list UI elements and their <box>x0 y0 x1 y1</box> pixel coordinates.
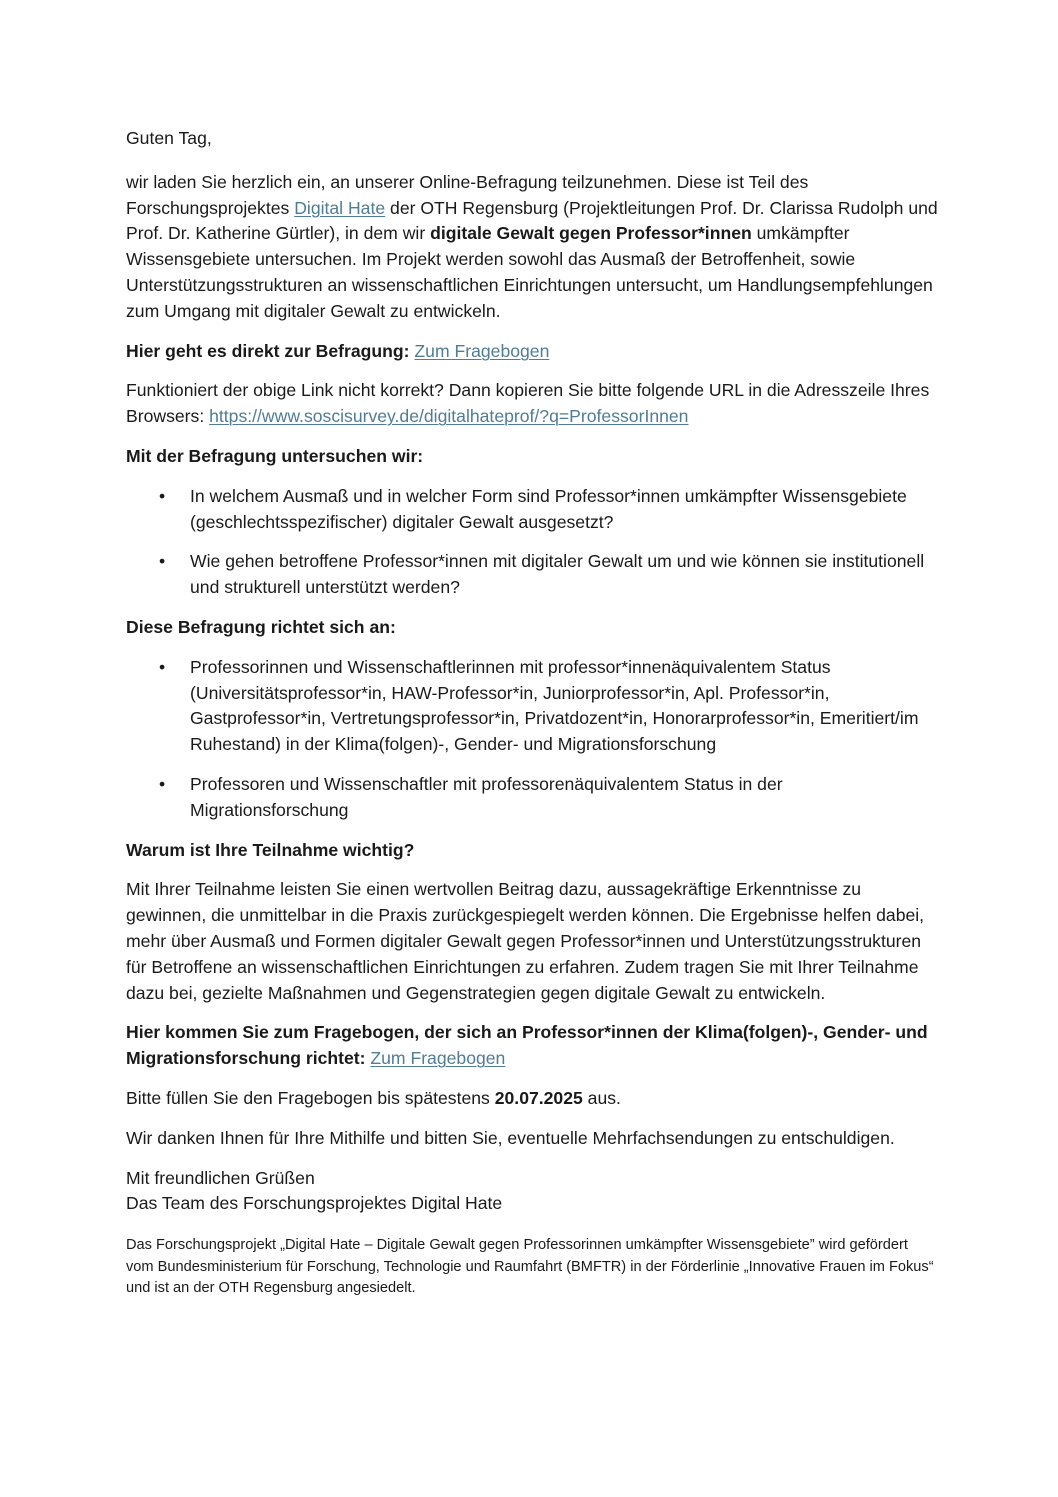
bullet-icon: • <box>159 773 166 794</box>
audience-heading <box>126 615 938 641</box>
greeting: Guten Tag, <box>126 128 212 148</box>
intro-text-1: wir laden Sie herzlich ein, an unserer Online-Befragung teilzunehmen. Diese ist Teil des Forschungsprojektes <box>126 171 809 218</box>
intro-text-3: umkämpfter Wissensgebiete untersuchen. Im Projekt werden sowohl das Ausmaß der Betroffenheit, sowie Unterstützungsstrukturen an wissenschaftlichen Einrichtungen untersucht, um Handlungsempfehlungen zum Umgang mit digitaler Gewalt zu entwickeln. <box>126 223 933 321</box>
aims-list <box>126 484 938 601</box>
why-heading-text: Warum ist Ihre Teilnahme wichtig? <box>126 839 415 860</box>
list-item <box>126 655 938 758</box>
list-item <box>126 772 938 824</box>
list-item-text: Professoren und Wissenschaftler mit professorenäquivalentem Status in der Migrationsforschung <box>190 773 783 820</box>
audience-list <box>126 655 938 824</box>
list-item-text: In welchem Ausmaß und in welcher Form sind Professor*innen umkämpfter Wissensgebiete (geschlechtsspezifischer) digitaler Gewalt ausgesetzt? <box>190 485 907 532</box>
aims-heading <box>126 444 938 470</box>
list-item <box>126 549 938 601</box>
cta-paragraph <box>126 1020 938 1072</box>
intro-paragraph <box>126 170 938 325</box>
fallback-text: Funktioniert der obige Link nicht korrekt? Dann kopieren Sie bitte folgende URL in die Adresszeile Ihres Browsers: <box>126 380 930 427</box>
list-item-text: Professorinnen und Wissenschaftlerinnen mit professor*innenäquivalentem Status (Universitätsprofessor*in, HAW-Professor*in, Juniorprofessor*in, Apl. Professor*in, Gastprofessor*in, Vertretungsprofessor*in, Privatdozent*in, Honorarprofessor*in, Emeritiert/im Ruhestand) in der Klima(folgen)-, Gender- und Migrationsforschung <box>190 656 919 755</box>
intro-text-2: der OTH Regensburg (Projektleitungen Prof. Dr. Clarissa Rudolph und Prof. Dr. Katherine Gürtler), in dem wir <box>126 197 938 244</box>
digital-hate-link[interactable]: Digital Hate <box>294 197 386 218</box>
bullet-icon: • <box>159 656 166 677</box>
closing-line-1: Mit freundlichen Grüßen <box>126 1167 315 1188</box>
deadline-date: 20.07.2025 <box>494 1087 583 1108</box>
why-paragraph: Mit Ihrer Teilnahme leisten Sie einen wertvollen Beitrag dazu, aussagekräftige Erkenntnisse zu gewinnen, die unmittelbar in die Praxis zurückgespiegelt werden können. Die Ergebnisse helfen dabei, mehr über Ausmaß und Formen digitaler Gewalt gegen Professor*innen und Unterstützungsstrukturen für Betroffene an wissenschaftlichen Einrichtungen zu erfahren. Zudem tragen Sie mit Ihrer Teilnahme dazu bei, gezielte Maßnahmen und Gegenstrategien gegen digitale Gewalt zu entwickeln. <box>126 879 925 1003</box>
bullet-icon: • <box>159 551 166 572</box>
list-item-text: Wie gehen betroffene Professor*innen mit digitaler Gewalt um und wie können sie institutionell und strukturell unterstützt werden? <box>190 551 925 598</box>
audience-heading-text: Diese Befragung richtet sich an: <box>126 616 396 637</box>
why-heading <box>126 838 938 864</box>
survey-url-link[interactable]: https://www.soscisurvey.de/digitalhateprof/?q=ProfessorInnen <box>209 406 689 427</box>
deadline-after: aus. <box>582 1087 621 1108</box>
bullet-icon: • <box>159 485 166 506</box>
document-page <box>126 126 938 1300</box>
survey-link-bottom[interactable]: Zum Fragebogen <box>370 1048 506 1069</box>
survey-link-top[interactable]: Zum Fragebogen <box>414 340 550 361</box>
fallback-paragraph <box>126 378 938 430</box>
closing-block <box>126 1166 938 1218</box>
aims-heading-text: Mit der Befragung untersuchen wir: <box>126 445 424 466</box>
funding-note: Das Forschungsprojekt „Digital Hate – Digitale Gewalt gegen Professorinnen umkämpfter Wissensgebiete” wird gefördert vom Bundesministerium für Forschung, Technologie und Raumfahrt (BMFTR) in der Förderlinie „Innovative Frauen im Fokus“ und ist an der OTH Regensburg angesiedelt. <box>126 1237 934 1297</box>
cta-text: Hier kommen Sie zum Fragebogen, der sich an Professor*innen der Klima(folgen)-, Gender- und Migrationsforschung richtet: <box>126 1022 928 1069</box>
deadline-before: Bitte füllen Sie den Fragebogen bis spätestens <box>126 1087 495 1108</box>
deadline-paragraph <box>126 1086 938 1112</box>
list-item <box>126 484 938 536</box>
closing-line-2: Das Team des Forschungsprojektes Digital Hate <box>126 1193 503 1214</box>
direct-survey-line <box>126 339 938 365</box>
intro-emphasis: digitale Gewalt gegen Professor*innen <box>430 223 752 244</box>
thanks-paragraph: Wir danken Ihnen für Ihre Mithilfe und bitten Sie, eventuelle Mehrfachsendungen zu entschuldigen. <box>126 1127 895 1148</box>
direct-survey-label: Hier geht es direkt zur Befragung: <box>126 340 410 361</box>
